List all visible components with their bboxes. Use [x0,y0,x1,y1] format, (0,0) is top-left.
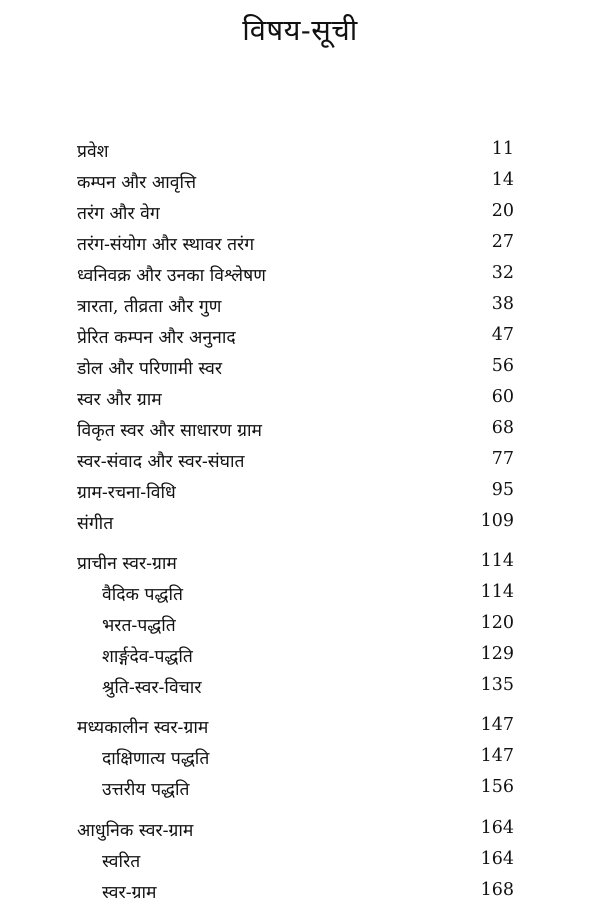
toc-entry-page: 164 [480,818,514,838]
toc-entry-label: प्रेरित कम्पन और अनुनाद [77,328,236,348]
toc-entry-label: संगीत [77,514,114,534]
toc-entry-page: 20 [491,201,514,221]
toc-entry [0,447,600,477]
toc-subentry [0,878,600,908]
toc-entry-label: ध्वनिवक्र और उनका विश्लेषण [77,266,266,286]
toc-entry-label: कम्पन और आवृत्ति [77,173,197,193]
toc-entry-label: ग्राम-रचना-विधि [77,483,176,503]
toc-subentry [0,744,600,774]
toc-entry-page: 147 [480,746,514,766]
toc-subentry [0,611,600,641]
toc-entry-label: तरंग-संयोग और स्थावर तरंग [77,235,255,255]
toc-entry [0,261,600,291]
toc-entry [0,323,600,353]
toc-entry-page: 60 [491,387,514,407]
toc-entry [0,168,600,198]
toc-entry-page: 129 [480,644,514,664]
toc-entry-page: 32 [491,263,514,283]
toc-entry-page: 164 [480,849,514,869]
toc-entry [0,292,600,322]
toc-entry-label: दाक्षिणात्य पद्धति [102,749,210,769]
toc-entry [0,199,600,229]
toc-subentry [0,775,600,805]
toc-entry-page: 135 [480,675,514,695]
toc-entry-label: प्रवेश [77,142,109,162]
toc-entry-label: वैदिक पद्धति [102,585,183,605]
toc-entry-page: 156 [480,777,514,797]
toc-entry-page: 168 [480,880,514,900]
toc-entry-page: 95 [491,480,514,500]
toc-entry-page: 68 [491,418,514,438]
toc-entry-label: डोल और परिणामी स्वर [77,359,223,379]
toc-entry-label: आधुनिक स्वर-ग्राम [77,821,194,841]
toc-entry-label: भरत-पद्धति [102,616,176,636]
toc-entry-page: 109 [480,511,514,531]
toc-section [0,549,600,579]
toc-entry [0,230,600,260]
toc-entry-page: 56 [491,356,514,376]
toc-section [0,713,600,743]
page-title: विषय-सूची [242,13,358,47]
toc-entry-label: श्रुति-स्वर-विचार [102,678,202,698]
toc-entry-label: स्वर-संवाद और स्वर-संघात [77,452,245,472]
toc-entry [0,385,600,415]
toc-entry-label: विकृत स्वर और साधारण ग्राम [77,421,263,441]
toc-entry [0,354,600,384]
toc-entry [0,478,600,508]
toc-entry-label: उत्तरीय पद्धति [102,780,190,800]
toc-entry-label: मध्यकालीन स्वर-ग्राम [77,718,209,738]
toc-entry-label: त्रारता, तीव्रता और गुण [77,297,222,317]
toc-entry-page: 147 [480,715,514,735]
toc-section [0,816,600,846]
toc-entry-page: 27 [491,232,514,252]
toc-entry-label: स्वर और ग्राम [77,390,162,410]
toc-entry-page: 114 [480,582,514,602]
toc-entry-label: स्वर-ग्राम [102,883,157,903]
toc-entry-label: स्वरित [102,852,141,872]
toc-subentry [0,642,600,672]
toc-entry [0,137,600,167]
toc-entry-label: तरंग और वेग [77,204,160,224]
toc-entry-page: 38 [491,294,514,314]
toc-entry [0,416,600,446]
toc-subentry [0,580,600,610]
toc-entry-page: 77 [491,449,514,469]
toc-entry-page: 120 [480,613,514,633]
toc-entry-page: 14 [491,170,514,190]
toc-entry-page: 114 [480,551,514,571]
toc-subentry [0,847,600,877]
toc-entry-page: 47 [491,325,514,345]
toc-entry-page: 11 [491,139,514,159]
toc-subentry [0,673,600,703]
toc-entry [0,509,600,539]
toc-entry-label: शार्ङ्गदेव-पद्धति [102,647,193,667]
toc-entry-label: प्राचीन स्वर-ग्राम [77,554,177,574]
